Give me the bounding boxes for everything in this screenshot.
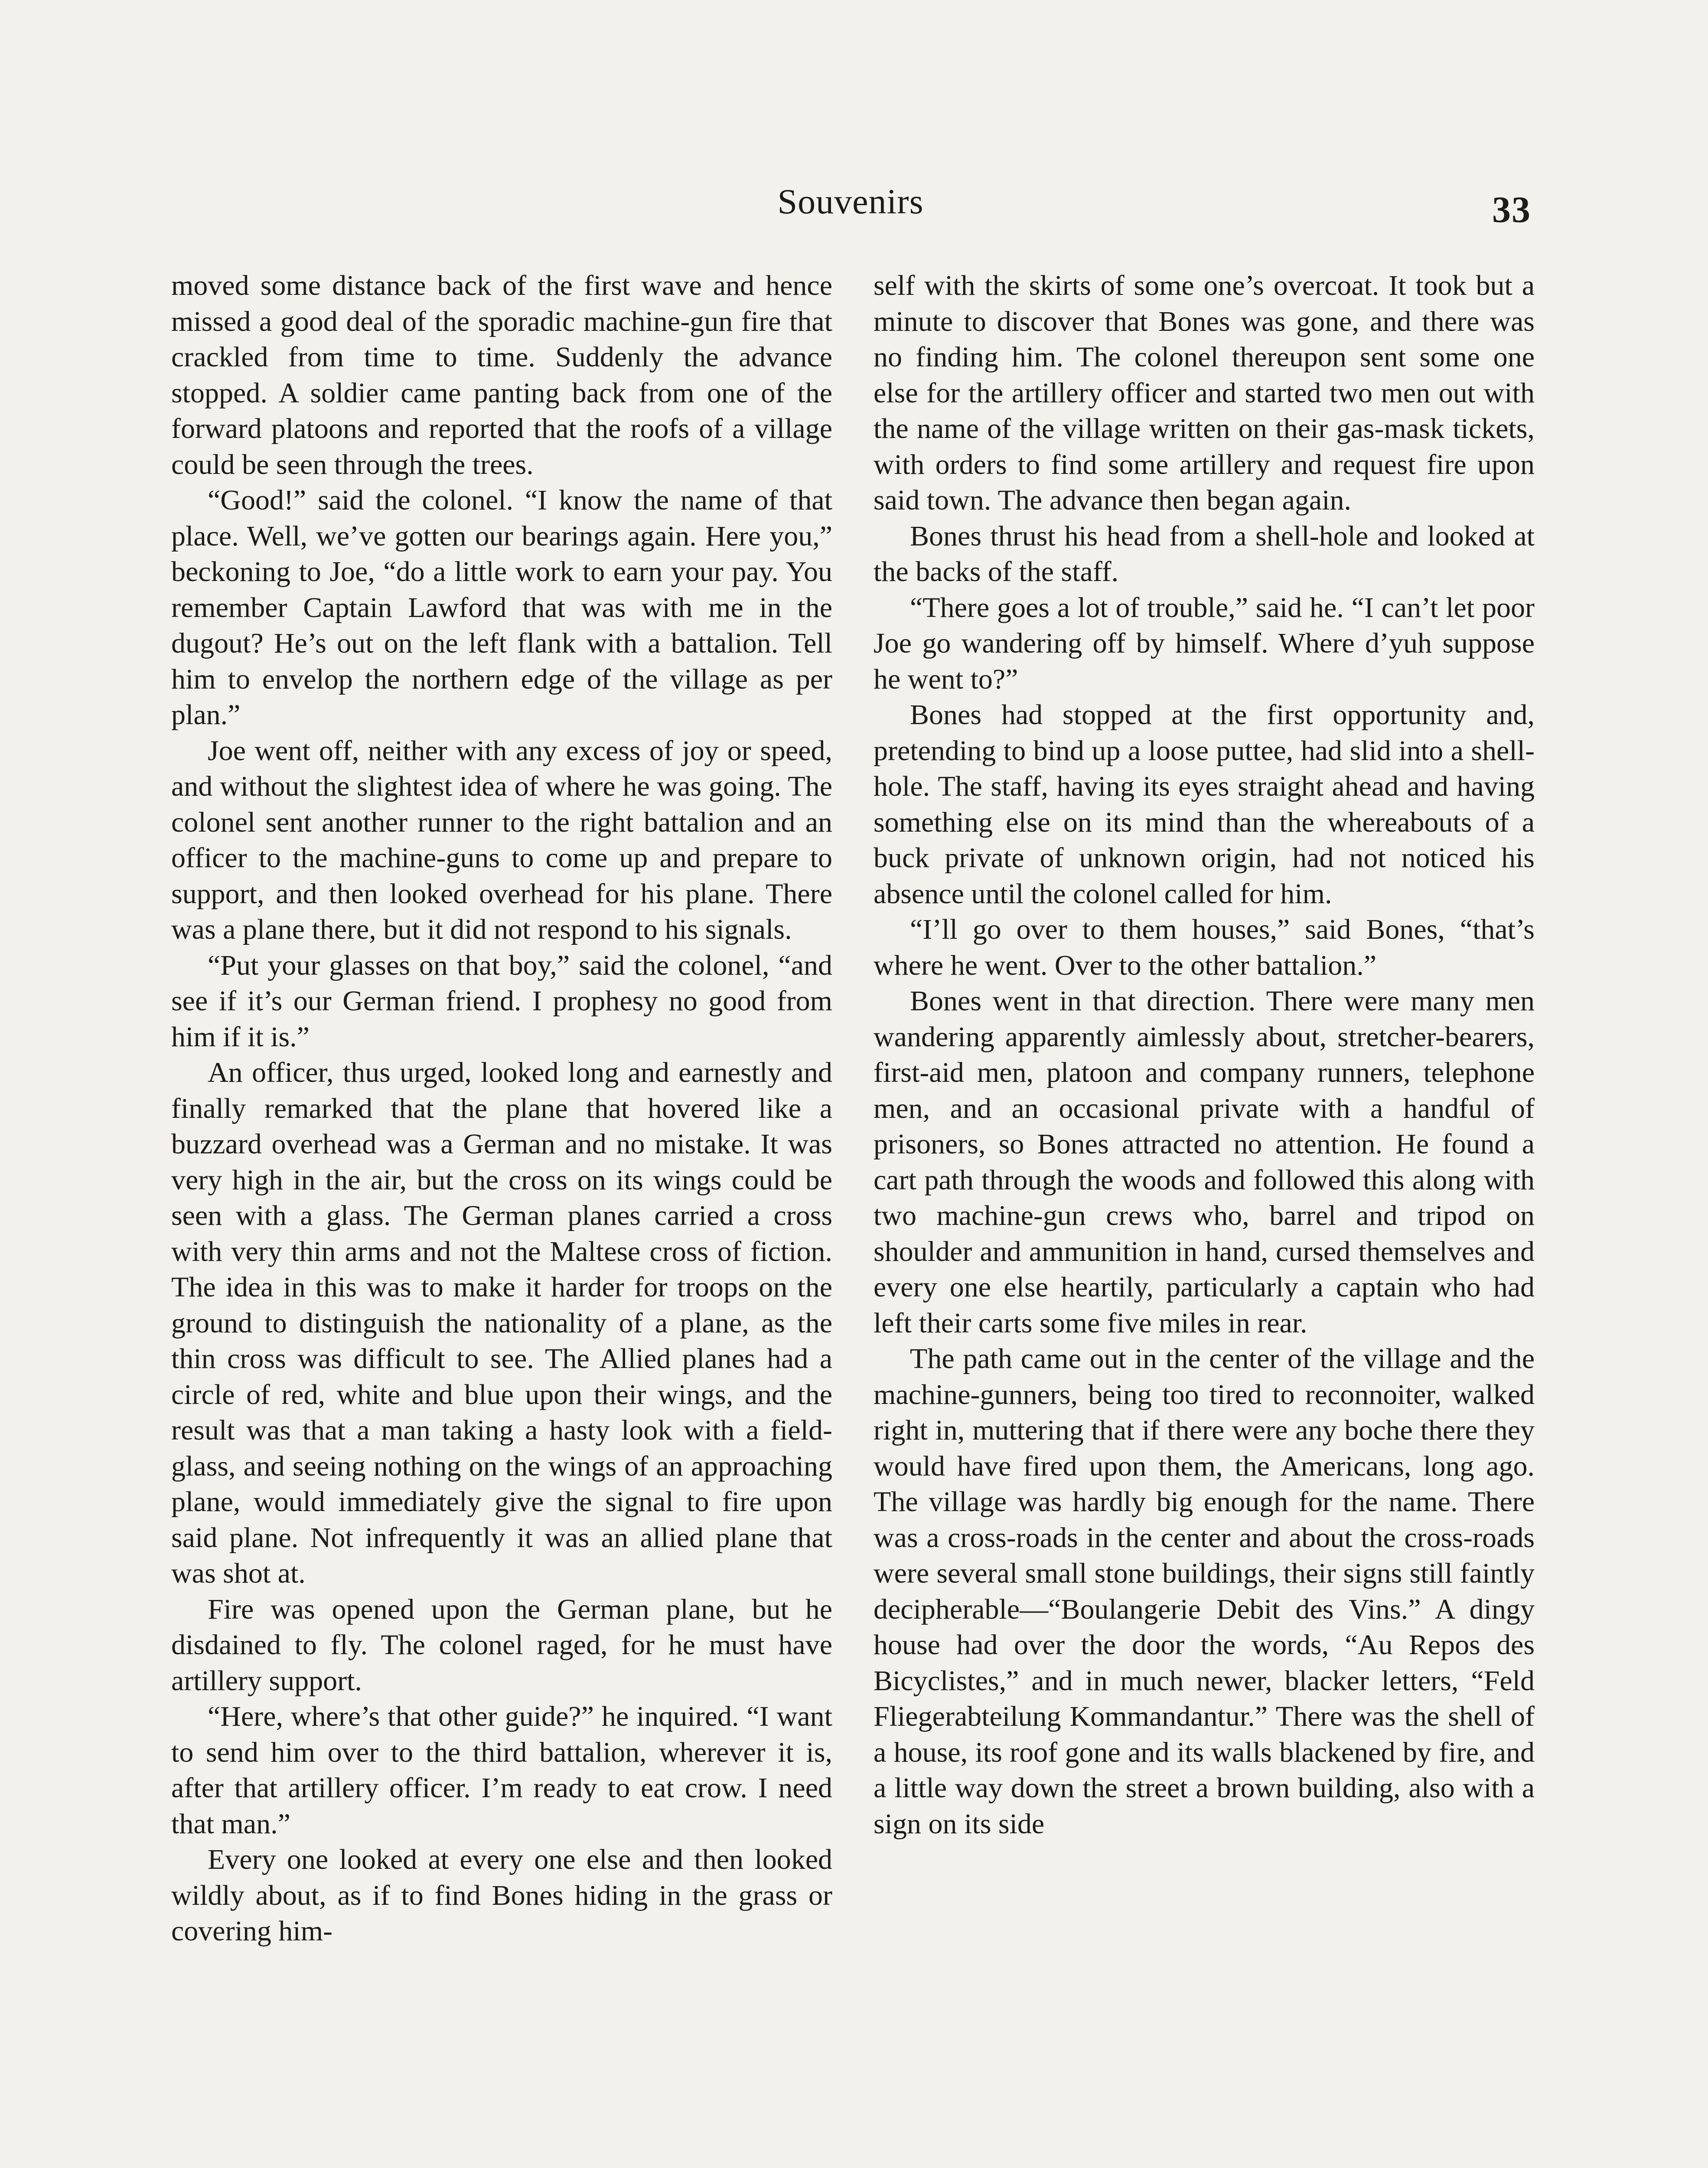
page-header xyxy=(170,171,1531,232)
paragraph: An officer, thus urged, looked long and earnestly and finally remarked that the plane that hovered like a buzzard overhead was a German and no mistake. It was very high in the air, but the cross on its wings could be seen with a glass. The German planes carried a cross with very thin arms and not the Maltese cross of fiction. The idea in this was to make it harder for troops on the ground to distinguish the nationality of a plane, as the thin cross was difficult to see. The Allied planes had a circle of red, white and blue upon their wings, and the result was that a man taking a hasty look with a field-glass, and seeing nothing on the wings of an approaching plane, would immediately give the signal to fire upon said plane. Not infrequently it was an allied plane that was shot at. xyxy=(171,1057,832,1589)
paragraph: “There goes a lot of trouble,” said he. “I can’t let poor Joe go wandering off by himself. Where d’yuh suppose he went to?” xyxy=(874,591,1535,695)
text-column-right xyxy=(874,268,1535,1842)
paragraph: Fire was opened upon the German plane, but he disdained to fly. The colonel raged, for he must have artillery support. xyxy=(171,1593,832,1697)
paragraph: “I’ll go over to them houses,” said Bones, “that’s where he went. Over to the other battalion.” xyxy=(874,914,1535,981)
paragraph: “Good!” said the colonel. “I know the name of that place. Well, we’ve gotten our bearings again. Here you,” beckoning to Joe, “do a little work to earn your pay. You remember Captain Lawford that was with me in the dugout? He’s out on the left flank with a battalion. Tell him to envelop the northern edge of the village as per plan.” xyxy=(171,484,832,731)
paragraph: Bones went in that direction. There were many men wandering apparently aimlessly about, stretcher-bearers, first-aid men, platoon and company runners, telephone men, and an occasional private with a handful of prisoners, so Bones attracted no attention. He found a cart path through the woods and followed this along with two machine-gun crews who, barrel and tripod on shoulder and ammunition in hand, cursed themselves and every one else heartily, particularly a captain who had left their carts some five miles in rear. xyxy=(874,985,1535,1339)
page-number: 33 xyxy=(1492,189,1531,230)
paragraph: “Put your glasses on that boy,” said the colonel, “and see if it’s our German friend. I prophesy no good from him if it is.” xyxy=(171,949,832,1053)
running-head: Souvenirs xyxy=(777,182,924,221)
paragraph: “Here, where’s that other guide?” he inquired. “I want to send him over to the third battalion, wherever it is, after that artillery officer. I’m ready to eat crow. I need that man.” xyxy=(171,1701,832,1840)
paragraph: The path came out in the center of the village and the machine-gunners, being too tired to reconnoiter, walked right in, muttering that if there were any boche there they would have fired upon them, the Americans, long ago. The village was hardly big enough for the name. There was a cross-roads in the center and about the cross-roads were several small stone buildings, their signs still faintly decipherable—“Boulangerie Debit des Vins.” A dingy house had over the door the words, “Au Repos des Bicyclistes,” and in much newer, blacker letters, “Feld Fliegerabteilung Kommandantur.” There was the shell of a house, its roof gone and its walls blackened by fire, and a little way down the street a brown building, also with a sign on its side xyxy=(874,1343,1535,1840)
paragraph: Bones thrust his head from a shell-hole and looked at the backs of the staff. xyxy=(874,520,1535,588)
paragraph: self with the skirts of some one’s overcoat. It took but a minute to discover that Bones was gone, and there was no finding him. The colonel thereupon sent some one else for the artillery officer and started two men out with the name of the village written on their gas-mask tickets, with orders to find some artillery and request fire upon said town. The advance then began again. xyxy=(874,270,1535,516)
paragraph: moved some distance back of the first wave and hence missed a good deal of the sporadic machine-gun fire that crackled from time to time. Suddenly the advance stopped. A soldier came panting back from one of the forward platoons and reported that the roofs of a village could be seen through the trees. xyxy=(171,270,832,480)
paragraph: Bones had stopped at the first opportunity and, pretending to bind up a loose puttee, had slid into a shell-hole. The staff, having its eyes straight ahead and having something else on its mind than the whereabouts of a buck private of unknown origin, had not noticed his absence until the colonel called for him. xyxy=(874,699,1535,910)
text-column-left xyxy=(171,268,832,1949)
paragraph: Joe went off, neither with any excess of joy or speed, and without the slightest idea of where he was going. The colonel sent another runner to the right battalion and an officer to the machine-guns to come up and prepare to support, and then looked overhead for his plane. There was a plane there, but it did not respond to his signals. xyxy=(171,735,832,945)
paragraph: Every one looked at every one else and then looked wildly about, as if to find Bones hiding in the grass or covering him- xyxy=(171,1844,832,1947)
